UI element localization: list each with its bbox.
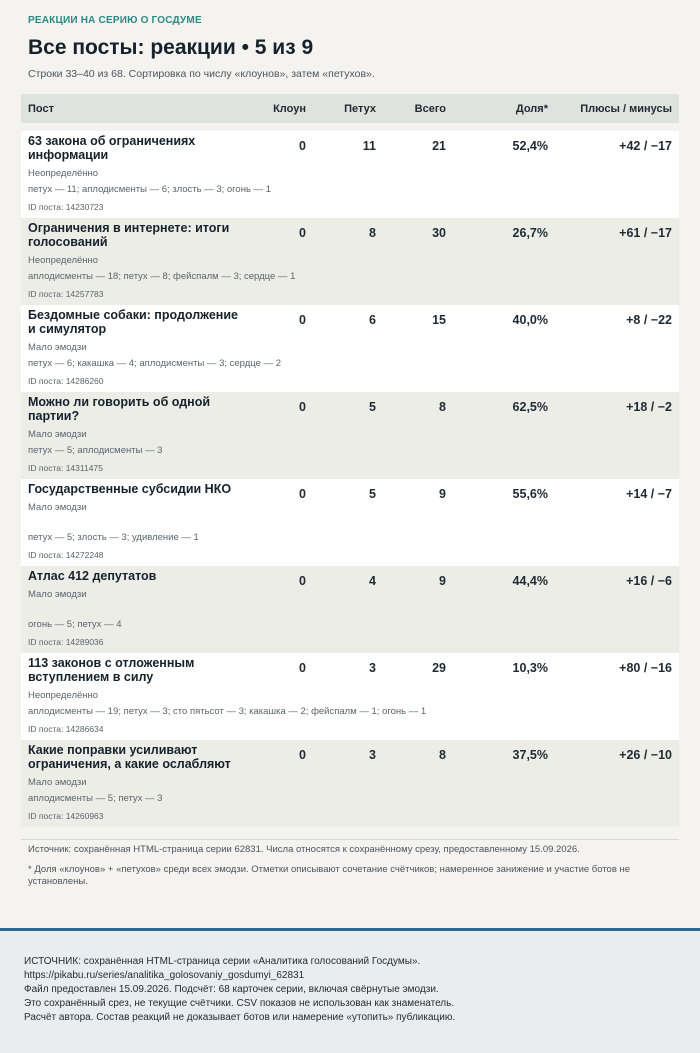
post-id: ID поста: 14260963	[28, 811, 104, 822]
cell-clown: 0	[261, 218, 313, 305]
cell-share: 26,7%	[453, 218, 555, 305]
cell-clown: 0	[261, 653, 313, 740]
section-kicker: РЕАКЦИИ НА СЕРИЮ О ГОСДУМЕ	[28, 15, 202, 26]
cell-post	[21, 305, 281, 392]
cell-post	[21, 218, 296, 305]
post-status: Неопределённо	[28, 690, 99, 702]
cell-share: 37,5%	[453, 740, 555, 827]
cell-votes: +14 / −7	[555, 479, 679, 566]
cell-total: 15	[383, 305, 453, 392]
cell-votes: +26 / −10	[555, 740, 679, 827]
source-note: Источник: сохранённая HTML-страница серии 62831. Числа относятся к сохранённому срезу, предоставленному 15.09.2026.	[28, 844, 580, 856]
cell-clown: 0	[261, 566, 313, 653]
footer-line: Это сохранённый срез, не текущие счётчики. CSV показов не использован как знаменатель.	[24, 998, 455, 1009]
cell-post	[21, 131, 271, 218]
cell-share: 44,4%	[453, 566, 555, 653]
cell-total: 21	[383, 131, 453, 218]
post-title[interactable]: Государственные субсидии НКО	[28, 482, 232, 497]
post-reactions: петух — 6; какашка — 4; аплодисменты — 3; сердце — 2	[28, 358, 281, 370]
reactions-table	[21, 94, 679, 827]
post-reactions: петух — 11; аплодисменты — 6; злость — 3; огонь — 1	[28, 184, 271, 196]
footer	[0, 928, 700, 1053]
cell-rooster: 4	[313, 566, 383, 653]
cell-votes: +8 / −22	[555, 305, 679, 392]
cell-total: 9	[383, 479, 453, 566]
post-reactions: аплодисменты — 19; петух — 3; сто пятьсот — 3; какашка — 2; фейспалм — 1; огонь — 1	[28, 706, 427, 718]
post-title[interactable]: Ограничения в интернете: итоги голосований	[28, 221, 230, 250]
cell-total: 8	[383, 740, 453, 827]
cell-clown: 0	[261, 740, 313, 827]
cell-votes: +61 / −17	[555, 218, 679, 305]
table-header-row	[21, 94, 679, 123]
post-title[interactable]: 113 законов с отложенным вступлением в силу	[28, 656, 195, 685]
post-status: Мало эмодзи	[28, 502, 87, 514]
cell-rooster: 8	[313, 218, 383, 305]
post-title[interactable]: Какие поправки усиливают ограничения, а какие ослабляют	[28, 743, 231, 772]
table-body	[21, 123, 679, 827]
table-row[interactable]	[21, 392, 679, 479]
column-header-total[interactable]: Всего	[414, 102, 446, 115]
cell-post	[21, 479, 261, 566]
cell-clown: 0	[261, 305, 313, 392]
notes	[21, 839, 679, 888]
table-row[interactable]	[21, 305, 679, 392]
cell-clown: 0	[261, 479, 313, 566]
cell-share: 52,4%	[453, 131, 555, 218]
cell-share: 10,3%	[453, 653, 555, 740]
post-id: ID поста: 14286260	[28, 376, 104, 387]
page-subtitle: Строки 33–40 из 68. Сортировка по числу «клоунов», затем «петухов».	[28, 68, 375, 81]
post-title[interactable]: Бездомные собаки: продолжение и симулятор	[28, 308, 238, 337]
post-title[interactable]: Атлас 412 депутатов	[28, 569, 157, 584]
cell-post	[21, 653, 427, 740]
cell-rooster: 6	[313, 305, 383, 392]
cell-post	[21, 740, 261, 827]
cell-total: 29	[383, 653, 453, 740]
post-title[interactable]: Можно ли говорить об одной партии?	[28, 395, 211, 424]
cell-votes: +16 / −6	[555, 566, 679, 653]
cell-clown: 0	[261, 131, 313, 218]
footnote: * Доля «клоунов» + «петухов» среди всех эмодзи. Отметки описывают сочетание счётчиков; намеренное занижение и участие ботов не установлены.	[28, 864, 631, 888]
cell-share: 40,0%	[453, 305, 555, 392]
cell-rooster: 3	[313, 740, 383, 827]
cell-rooster: 3	[313, 653, 383, 740]
cell-votes: +18 / −2	[555, 392, 679, 479]
table-row[interactable]	[21, 131, 679, 218]
cell-post	[21, 392, 261, 479]
table-row[interactable]	[21, 653, 679, 740]
column-header-post[interactable]: Пост	[28, 102, 54, 115]
table-row[interactable]	[21, 479, 679, 566]
post-reactions: аплодисменты — 5; петух — 3	[28, 793, 163, 805]
post-id: ID поста: 14257783	[28, 289, 104, 300]
post-status: Мало эмодзи	[28, 777, 87, 789]
post-title[interactable]: 63 закона об ограничениях информации	[28, 134, 196, 163]
cell-votes: +80 / −16	[555, 653, 679, 740]
footer-line: Файл предоставлен 15.09.2026. Подсчёт: 68 карточек серии, включая свёрнутые эмодзи.	[24, 984, 439, 995]
cell-post	[21, 566, 261, 653]
cell-total: 9	[383, 566, 453, 653]
cell-rooster: 5	[313, 392, 383, 479]
cell-total: 30	[383, 218, 453, 305]
column-header-votes[interactable]: Плюсы / минусы	[580, 102, 672, 115]
post-id: ID поста: 14289036	[28, 637, 104, 648]
page-title: Все посты: реакции • 5 из 9	[28, 36, 314, 59]
post-reactions: аплодисменты — 18; петух — 8; фейспалм — 3; сердце — 1	[28, 271, 296, 283]
cell-rooster: 5	[313, 479, 383, 566]
post-status: Неопределённо	[28, 255, 99, 267]
post-reactions: петух — 5; аплодисменты — 3	[28, 445, 163, 457]
post-id: ID поста: 14311475	[28, 463, 103, 474]
table-row[interactable]	[21, 566, 679, 653]
post-id: ID поста: 14230723	[28, 202, 104, 213]
post-id: ID поста: 14286634	[28, 724, 104, 735]
post-status: Мало эмодзи	[28, 589, 87, 601]
post-status: Мало эмодзи	[28, 342, 87, 354]
footer-line: ИСТОЧНИК: сохранённая HTML-страница серии «Аналитика голосований Госдумы».	[24, 956, 421, 967]
cell-rooster: 11	[313, 131, 383, 218]
column-header-rooster[interactable]: Петух	[344, 102, 376, 115]
post-status: Мало эмодзи	[28, 429, 87, 441]
post-status: Неопределённо	[28, 168, 99, 180]
table-row[interactable]	[21, 218, 679, 305]
cell-votes: +42 / −17	[555, 131, 679, 218]
column-header-share[interactable]: Доля*	[515, 102, 548, 115]
post-id: ID поста: 14272248	[28, 550, 104, 561]
cell-share: 55,6%	[453, 479, 555, 566]
post-reactions: огонь — 5; петух — 4	[28, 619, 122, 631]
post-reactions: петух — 5; злость — 3; удивление — 1	[28, 532, 199, 544]
cell-clown: 0	[261, 392, 313, 479]
footer-link[interactable]: https://pikabu.ru/series/analitika_golosovaniy_gosdumyi_62831	[24, 970, 305, 981]
table-row[interactable]	[21, 740, 679, 827]
cell-total: 8	[383, 392, 453, 479]
column-header-clown[interactable]: Клоун	[273, 102, 306, 115]
footer-line: Расчёт автора. Состав реакций не доказывает ботов или намерение «утопить» публикацию.	[24, 1012, 456, 1023]
cell-share: 62,5%	[453, 392, 555, 479]
